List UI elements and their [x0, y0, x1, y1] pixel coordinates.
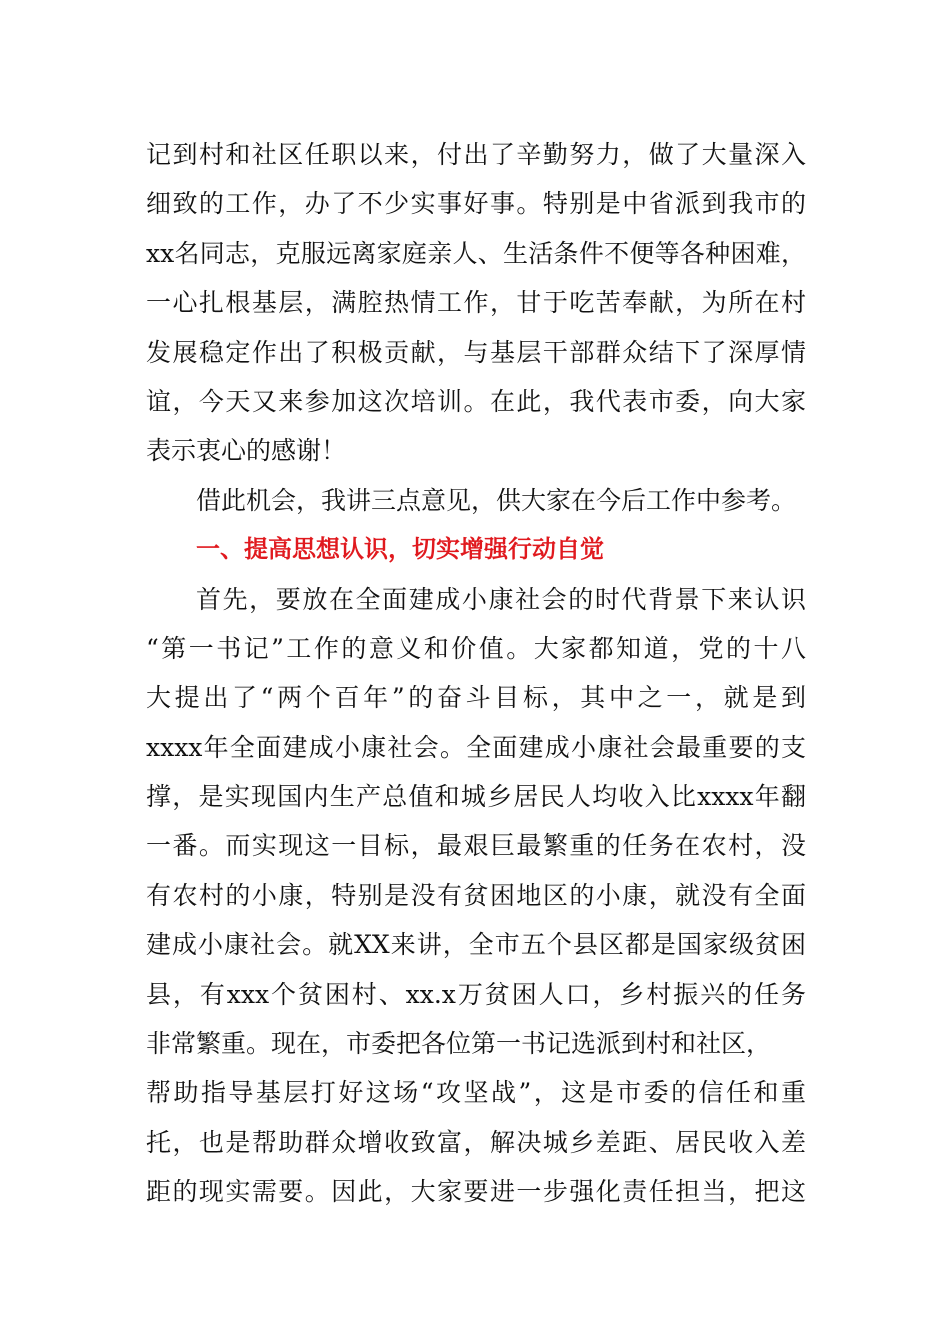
text-line: 帮助指导基层打好这场“攻坚战”，这是市委的信任和重 — [146, 1078, 806, 1108]
text-line: 谊，今天又来参加这次培训。在此，我代表市委，向大家 — [146, 386, 806, 416]
text-line: 发展稳定作出了积极贡献，与基层干部群众结下了深厚情 — [146, 337, 806, 367]
text-line: 首先，要放在全面建成小康社会的时代背景下来认识 — [196, 584, 806, 614]
text-line: 记到村和社区任职以来，付出了辛勤努力，做了大量深入 — [146, 140, 806, 169]
text-line: 一番。而实现这一目标，最艰巨最繁重的任务在农村，没 — [146, 831, 806, 861]
text-line: xxxx年全面建成小康社会。全面建成小康社会最重要的支 — [146, 732, 806, 762]
text-line: xx名同志，克服远离家庭亲人、生活条件不便等各种困难， — [146, 238, 806, 268]
text-line: 县，有xxx个贫困村、xx.x万贫困人口，乡村振兴的任务 — [146, 979, 806, 1009]
text-line: 一心扎根基层，满腔热情工作，甘于吃苦奉献，为所在村 — [146, 288, 806, 318]
text-line: 非常繁重。现在，市委把各位第一书记选派到村和社区， — [146, 1029, 772, 1059]
document-body — [146, 130, 806, 1217]
text-line: “第一书记”工作的意义和价值。大家都知道，党的十八 — [146, 633, 806, 663]
text-line: 有农村的小康，特别是没有贫困地区的小康，就没有全面 — [146, 880, 806, 910]
text-line: 托，也是帮助群众增收致富，解决城乡差距、居民收入差 — [146, 1127, 806, 1157]
text-line: 细致的工作，办了不少实事好事。特别是中省派到我市的 — [146, 189, 806, 219]
text-line: 撑，是实现国内生产总值和城乡居民人均收入比xxxx年翻 — [146, 782, 806, 812]
paragraph-intro: 借此机会，我讲三点意见，供大家在今后工作中参考。 — [196, 485, 797, 515]
text-line: 大提出了“两个百年”的奋斗目标，其中之一，就是到 — [146, 683, 806, 713]
text-line: 建成小康社会。就XX来讲，全市五个县区都是国家级贫困 — [146, 930, 806, 960]
text-line: 表示衷心的感谢！ — [146, 436, 347, 466]
section-heading: 一、提高思想认识，切实增强行动自觉 — [196, 535, 604, 564]
text-line: 距的现实需要。因此，大家要进一步强化责任担当，把这 — [146, 1177, 806, 1207]
